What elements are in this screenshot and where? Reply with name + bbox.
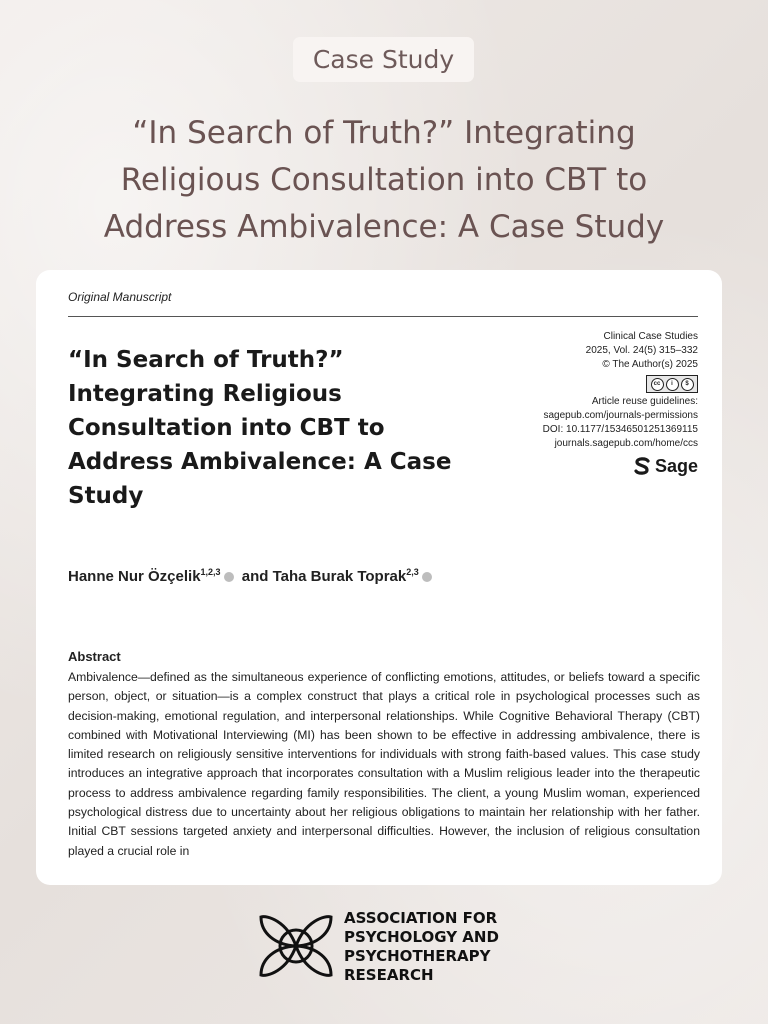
association-line: RESEARCH [344,966,434,984]
article-preview-card [36,270,722,885]
sage-s-icon [634,457,650,475]
author-affiliation: 1,2,3 [200,567,221,577]
author-name: Taha Burak Toprak [272,568,407,585]
association-logo-icon [257,907,335,985]
association-name [344,909,499,985]
journal-issue: 2025, Vol. 24(5) 315–332 [585,345,698,356]
header-divider [68,316,698,317]
abstract-heading: Abstract [68,649,121,664]
article-title [68,343,508,513]
journal-meta [543,330,698,480]
article-title-line: Integrating Religious [68,381,342,407]
journal-name: Clinical Case Studies [603,331,698,342]
by-icon: i [666,378,679,391]
association-line: ASSOCIATION FOR [344,909,498,927]
author-list [68,567,436,585]
publisher-name: Sage [654,456,698,476]
hero-title-line: Address Ambivalence: A Case Study [103,209,665,245]
article-title-line: Consultation into CBT to [68,415,385,441]
author-name: Hanne Nur Özçelik [68,568,201,585]
sage-logo [634,457,698,475]
reuse-label: Article reuse guidelines: [591,396,698,407]
hero-title-line: Religious Consultation into CBT to [120,162,648,198]
reuse-link[interactable]: sagepub.com/journals-permissions [543,410,698,421]
case-study-badge: Case Study [293,37,474,82]
abstract-body: Ambivalence—defined as the simultaneous experience of conflicting emotions, attitudes, or beliefs toward a specific person, object, or situation—is a complex construct that plays a critical role in psychological processes such as decision-making, emotional regulation, and interpersonal relationships. While Cognitive Behavioral Therapy (CBT) combined with Motivational Interviewing (MI) has been shown to be effective in addressing ambivalence, there is limited research on religiously sensitive interventions for individuals with strong faith-based values. This case study introduces an integrative approach that incorporates consultation with a Muslim religious leader into the therapeutic process to address ambivalence regarding family responsibilities. The client, a young Muslim woman, experienced psychological distress due to uncertainty about her religious obligations to maintain her relationship with her father. Initial CBT sessions targeted anxiety and interpersonal difficulties. However, the inclusion of religious consultation played a crucial role in [68,670,700,858]
author-affiliation: 2,3 [406,567,419,577]
association-line: PSYCHOTHERAPY [344,947,491,965]
association-line: PSYCHOLOGY AND [344,928,499,946]
cc-license-icon [646,375,698,393]
doi[interactable]: DOI: 10.1177/15346501251369115 [542,424,698,435]
hero-title-line: “In Search of Truth?” Integrating [132,115,636,151]
hero-title [40,110,728,251]
author-joiner: and [241,568,269,585]
article-title-line: “In Search of Truth?” [68,347,344,373]
article-title-line: Study [68,483,144,509]
nc-icon: $ [681,378,694,391]
orcid-icon[interactable] [422,572,432,582]
cc-icon: cc [651,378,664,391]
manuscript-type: Original Manuscript [68,290,172,304]
orcid-icon[interactable] [224,572,234,582]
journal-home-link[interactable]: journals.sagepub.com/home/ccs [554,438,698,449]
copyright: © The Author(s) 2025 [602,359,698,370]
article-title-line: Address Ambivalence: A Case [68,449,452,475]
